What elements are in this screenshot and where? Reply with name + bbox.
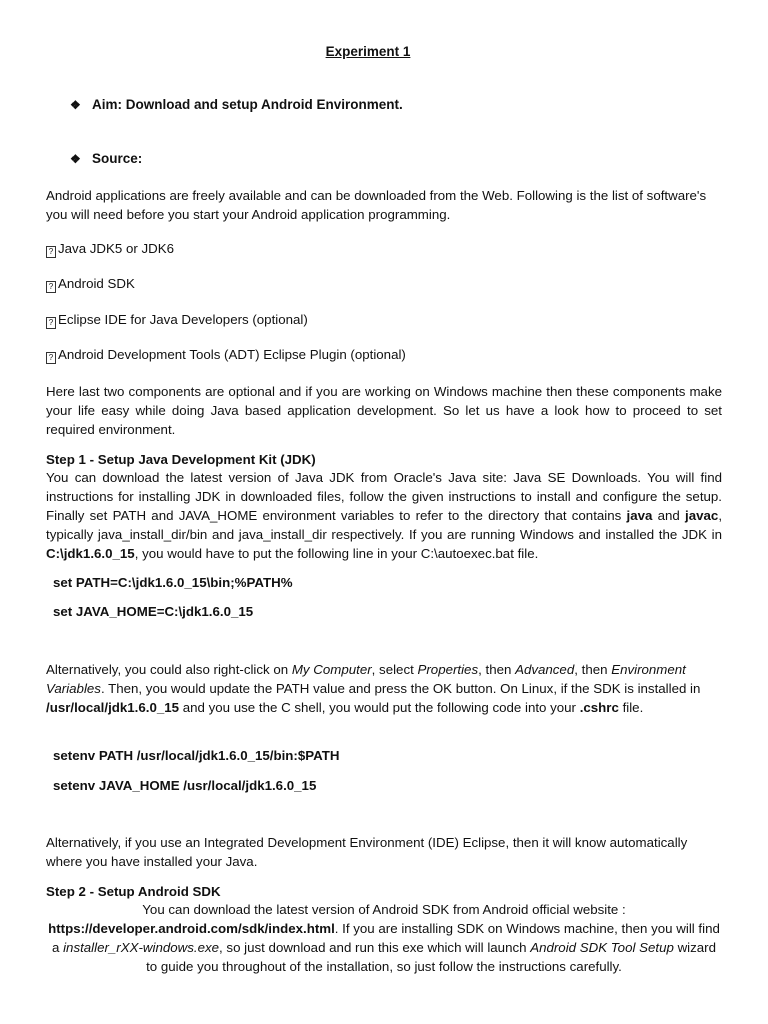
list-item — [46, 239, 174, 258]
step2-heading: Step 2 - Setup Android SDK — [46, 884, 221, 899]
code-line: set JAVA_HOME=C:\jdk1.6.0_15 — [53, 604, 254, 619]
list-item-label: Android Development Tools (ADT) Eclipse Plugin (optional) — [58, 347, 406, 362]
step1-paragraph: You can download the latest version of Java JDK from Oracle's Java site: Java SE Downloads. You will find instructions for installing JDK in downloaded files, follow the given instructions to install and configure the setup. Finally set PATH and JAVA_HOME environment variables to refer to the directory that contains java and javac, typically java_install_dir/bin and java_install_dir respectively. If you are running Windows and installed the JDK in C:\jdk1.6.0_15, you would have to put the following line in your C:\autoexec.bat file. — [46, 470, 723, 561]
diamond-bullet-icon: ❖ — [70, 152, 81, 166]
list-item — [46, 310, 308, 329]
list-item — [46, 345, 406, 364]
diamond-bullet-icon: ❖ — [70, 98, 81, 112]
code-line: set PATH=C:\jdk1.6.0_15\bin;%PATH% — [53, 575, 293, 590]
ide-paragraph: Alternatively, if you use an Integrated Development Environment (IDE) Eclipse, then it will know automatically where you have installed your Java. — [46, 835, 688, 869]
alternative-paragraph: Alternatively, you could also right-click on My Computer, select Properties, then Advanced, then Environment Variables. Then, you would update the PATH value and press the OK button. On Linux, if the SDK is installed in /usr/local/jdk1.6.0_15 and you use the C shell, you would put the following code into your .cshrc file. — [46, 662, 701, 715]
page-title: Experiment 1 — [325, 44, 411, 59]
source-text: Source: — [92, 151, 143, 166]
missing-glyph-icon: ? — [46, 317, 56, 329]
aim-text: Aim: Download and setup Android Environment. — [92, 97, 403, 112]
step2-paragraph: You can download the latest version of Android SDK from Android official website : https://developer.android.com/sdk/index.html. If you are installing SDK on Windows machine, then you will find a installer_rXX-windows.exe, so just download and run this exe which will launch Android SDK Tool Setup wizard to guide you throughout of the installation, so just follow the instructions carefully. — [48, 902, 720, 974]
list-item — [46, 274, 135, 293]
missing-glyph-icon: ? — [46, 281, 56, 293]
missing-glyph-icon: ? — [46, 246, 56, 258]
source-bullet — [70, 151, 142, 166]
list-item-label: Java JDK5 or JDK6 — [58, 241, 175, 256]
optional-note-paragraph: Here last two components are optional and if you are working on Windows machine then these components make your life easy while doing Java based application development. So let us have a look how to proceed to set required environment. — [46, 384, 722, 437]
list-item-label: Eclipse IDE for Java Developers (optional) — [58, 312, 308, 327]
intro-paragraph: Android applications are freely available and can be downloaded from the Web. Following is the list of software's you will need before you start your Android application programming. — [46, 188, 707, 222]
aim-bullet — [70, 97, 403, 112]
code-line: setenv PATH /usr/local/jdk1.6.0_15/bin:$PATH — [53, 748, 340, 763]
list-item-label: Android SDK — [58, 276, 135, 291]
missing-glyph-icon: ? — [46, 352, 56, 364]
step1-heading: Step 1 - Setup Java Development Kit (JDK) — [46, 452, 316, 467]
code-line: setenv JAVA_HOME /usr/local/jdk1.6.0_15 — [53, 778, 317, 793]
